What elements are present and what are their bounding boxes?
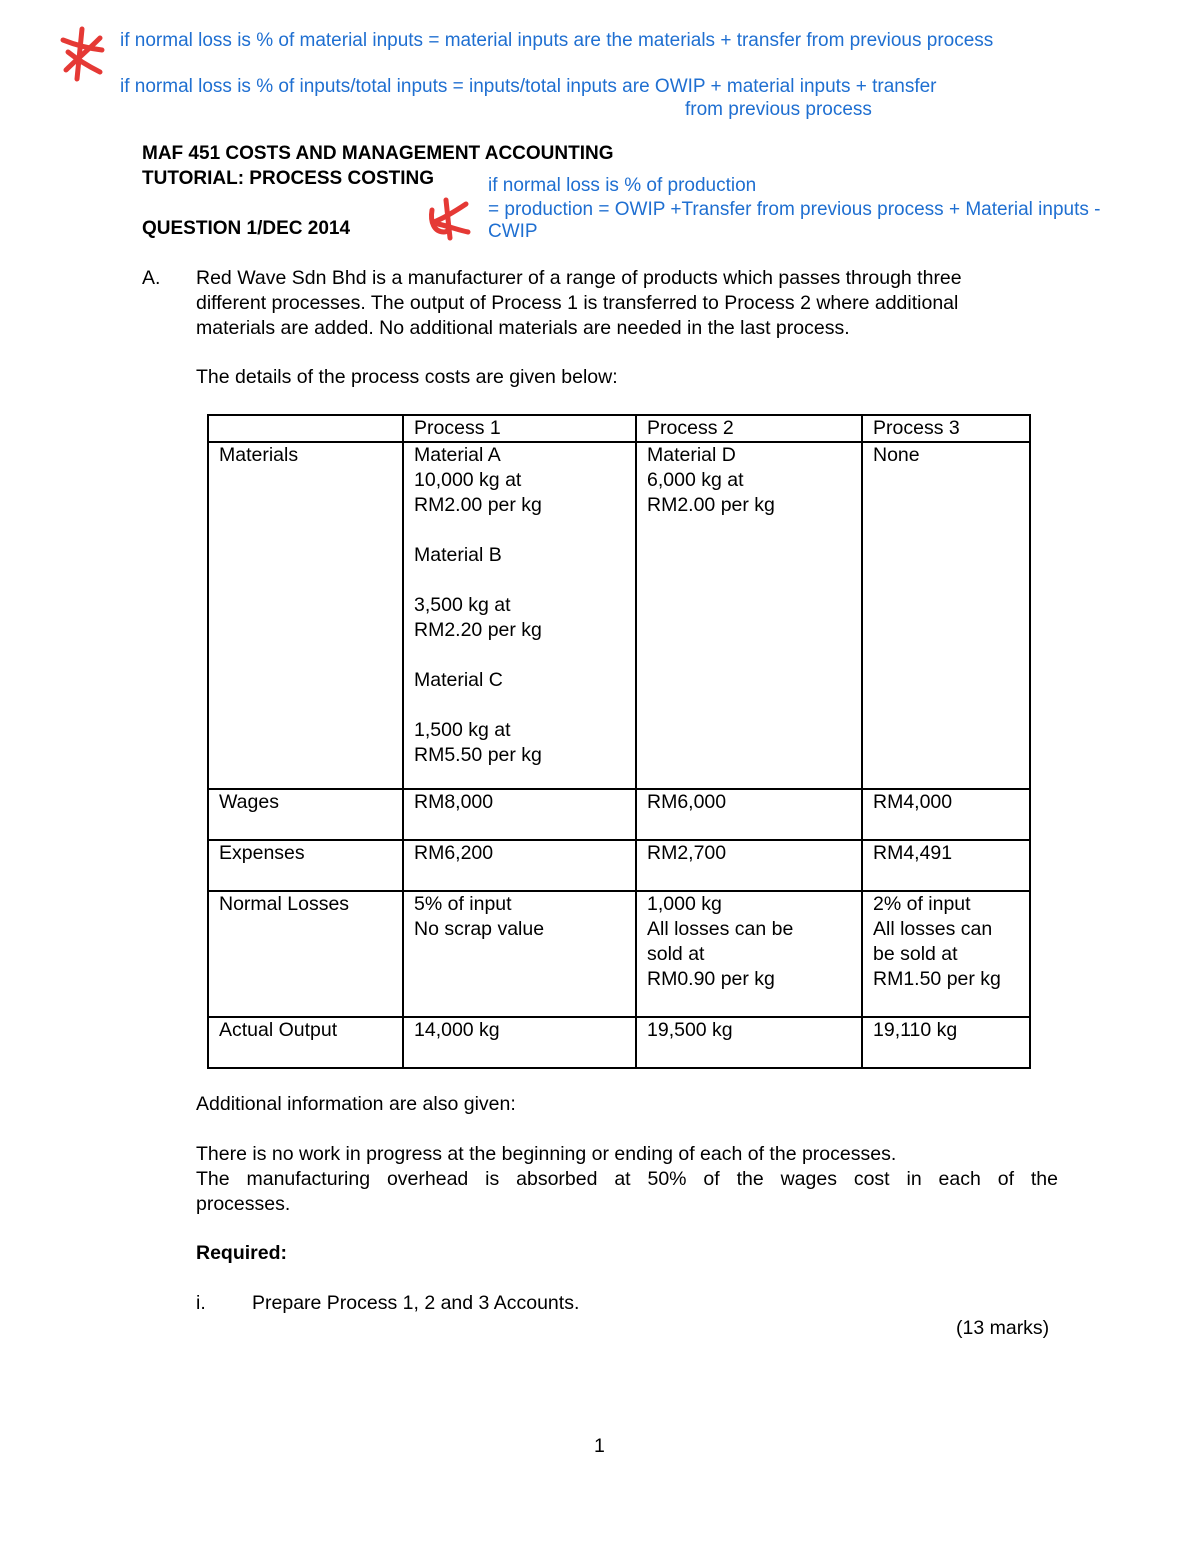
note-material-inputs: if normal loss is % of material inputs = material inputs are the materials + transfer from previous process	[120, 30, 994, 51]
tutorial-title: TUTORIAL: PROCESS COSTING	[142, 168, 435, 189]
header-process-3: Process 3	[862, 415, 1030, 442]
loss-p2-line-3: sold at	[647, 943, 705, 965]
loss-p3-line-3: be sold at	[873, 943, 958, 965]
note-total-inputs: if normal loss is % of inputs/total inputs = inputs/total inputs are OWIP + material inputs + transfer	[120, 76, 937, 97]
material-none: None	[873, 444, 920, 466]
header-cell-empty	[208, 415, 403, 442]
expenses-process-2: RM2,700	[636, 840, 862, 891]
marks-label: (13 marks)	[956, 1317, 1050, 1339]
intro-line-1: Red Wave Sdn Bhd is a manufacturer of a range of products which passes through three	[196, 267, 962, 289]
additional-heading: Additional information are also given:	[196, 1093, 516, 1115]
actual-output-label: Actual Output	[208, 1017, 403, 1068]
additional-line-2: The manufacturing overhead is absorbed at 50% of the wages cost in each of the	[196, 1168, 1058, 1190]
note-production-1: if normal loss is % of production	[488, 175, 757, 196]
actual-output-row	[208, 1017, 1030, 1068]
header-process-1: Process 1	[403, 415, 636, 442]
loss-p1-line-2: No scrap value	[414, 918, 545, 940]
materials-process-2	[636, 442, 862, 789]
table-header-row	[208, 415, 1030, 442]
required-heading: Required:	[196, 1242, 288, 1264]
material-c-price: RM5.50 per kg	[414, 744, 542, 766]
materials-row	[208, 442, 1030, 789]
normal-losses-process-1	[403, 891, 636, 1017]
section-label: A.	[142, 267, 161, 289]
wages-process-1: RM8,000	[403, 789, 636, 840]
material-b-qty: 3,500 kg at	[414, 594, 511, 616]
additional-line-1: There is no work in progress at the beginning or ending of each of the processes.	[196, 1143, 897, 1165]
page-number: 1	[594, 1435, 605, 1457]
normal-losses-label: Normal Losses	[208, 891, 403, 1017]
course-title: MAF 451 COSTS AND MANAGEMENT ACCOUNTING	[142, 143, 614, 164]
intro-line-3: materials are added. No additional materials are needed in the last process.	[196, 317, 850, 339]
normal-losses-row	[208, 891, 1030, 1017]
material-d-price: RM2.00 per kg	[647, 494, 775, 516]
material-b-price: RM2.20 per kg	[414, 619, 542, 641]
materials-label: Materials	[208, 442, 403, 789]
material-d-name: Material D	[647, 444, 736, 466]
loss-p2-line-2: All losses can be	[647, 918, 794, 940]
required-item-label: i.	[196, 1292, 206, 1314]
details-intro: The details of the process costs are given below:	[196, 366, 618, 388]
loss-p3-line-1: 2% of input	[873, 893, 971, 915]
additional-line-3: processes.	[196, 1193, 291, 1215]
red-star-annotation-icon-2	[424, 194, 472, 242]
wages-row	[208, 789, 1030, 840]
actual-output-process-2: 19,500 kg	[636, 1017, 862, 1068]
wages-label: Wages	[208, 789, 403, 840]
material-a-name: Material A	[414, 444, 501, 466]
expenses-row	[208, 840, 1030, 891]
header-process-2: Process 2	[636, 415, 862, 442]
process-cost-table	[207, 414, 1031, 1069]
materials-process-3	[862, 442, 1030, 789]
loss-p3-line-2: All losses can	[873, 918, 993, 940]
red-star-annotation-icon	[58, 26, 108, 82]
required-item-text: Prepare Process 1, 2 and 3 Accounts.	[252, 1292, 580, 1314]
material-c-name: Material C	[414, 669, 503, 691]
note-total-inputs-cont: from previous process	[685, 99, 872, 120]
loss-p2-line-4: RM0.90 per kg	[647, 968, 775, 990]
note-production-3: CWIP	[488, 221, 538, 242]
material-b-name: Material B	[414, 544, 502, 566]
wages-process-2: RM6,000	[636, 789, 862, 840]
material-c-qty: 1,500 kg at	[414, 719, 511, 741]
loss-p2-line-1: 1,000 kg	[647, 893, 722, 915]
normal-losses-process-2	[636, 891, 862, 1017]
expenses-label: Expenses	[208, 840, 403, 891]
normal-losses-process-3	[862, 891, 1030, 1017]
wages-process-3: RM4,000	[862, 789, 1030, 840]
actual-output-process-1: 14,000 kg	[403, 1017, 636, 1068]
materials-process-1	[403, 442, 636, 789]
intro-line-2: different processes. The output of Process 1 is transferred to Process 2 where additional	[196, 292, 959, 314]
question-title: QUESTION 1/DEC 2014	[142, 218, 351, 239]
loss-p1-line-1: 5% of input	[414, 893, 512, 915]
expenses-process-3: RM4,491	[862, 840, 1030, 891]
loss-p3-line-4: RM1.50 per kg	[873, 968, 1001, 990]
material-a-price: RM2.00 per kg	[414, 494, 542, 516]
material-d-qty: 6,000 kg at	[647, 469, 744, 491]
actual-output-process-3: 19,110 kg	[862, 1017, 1030, 1068]
expenses-process-1: RM6,200	[403, 840, 636, 891]
material-a-qty: 10,000 kg at	[414, 469, 522, 491]
note-production-2: = production = OWIP +Transfer from previous process + Material inputs -	[488, 199, 1101, 220]
